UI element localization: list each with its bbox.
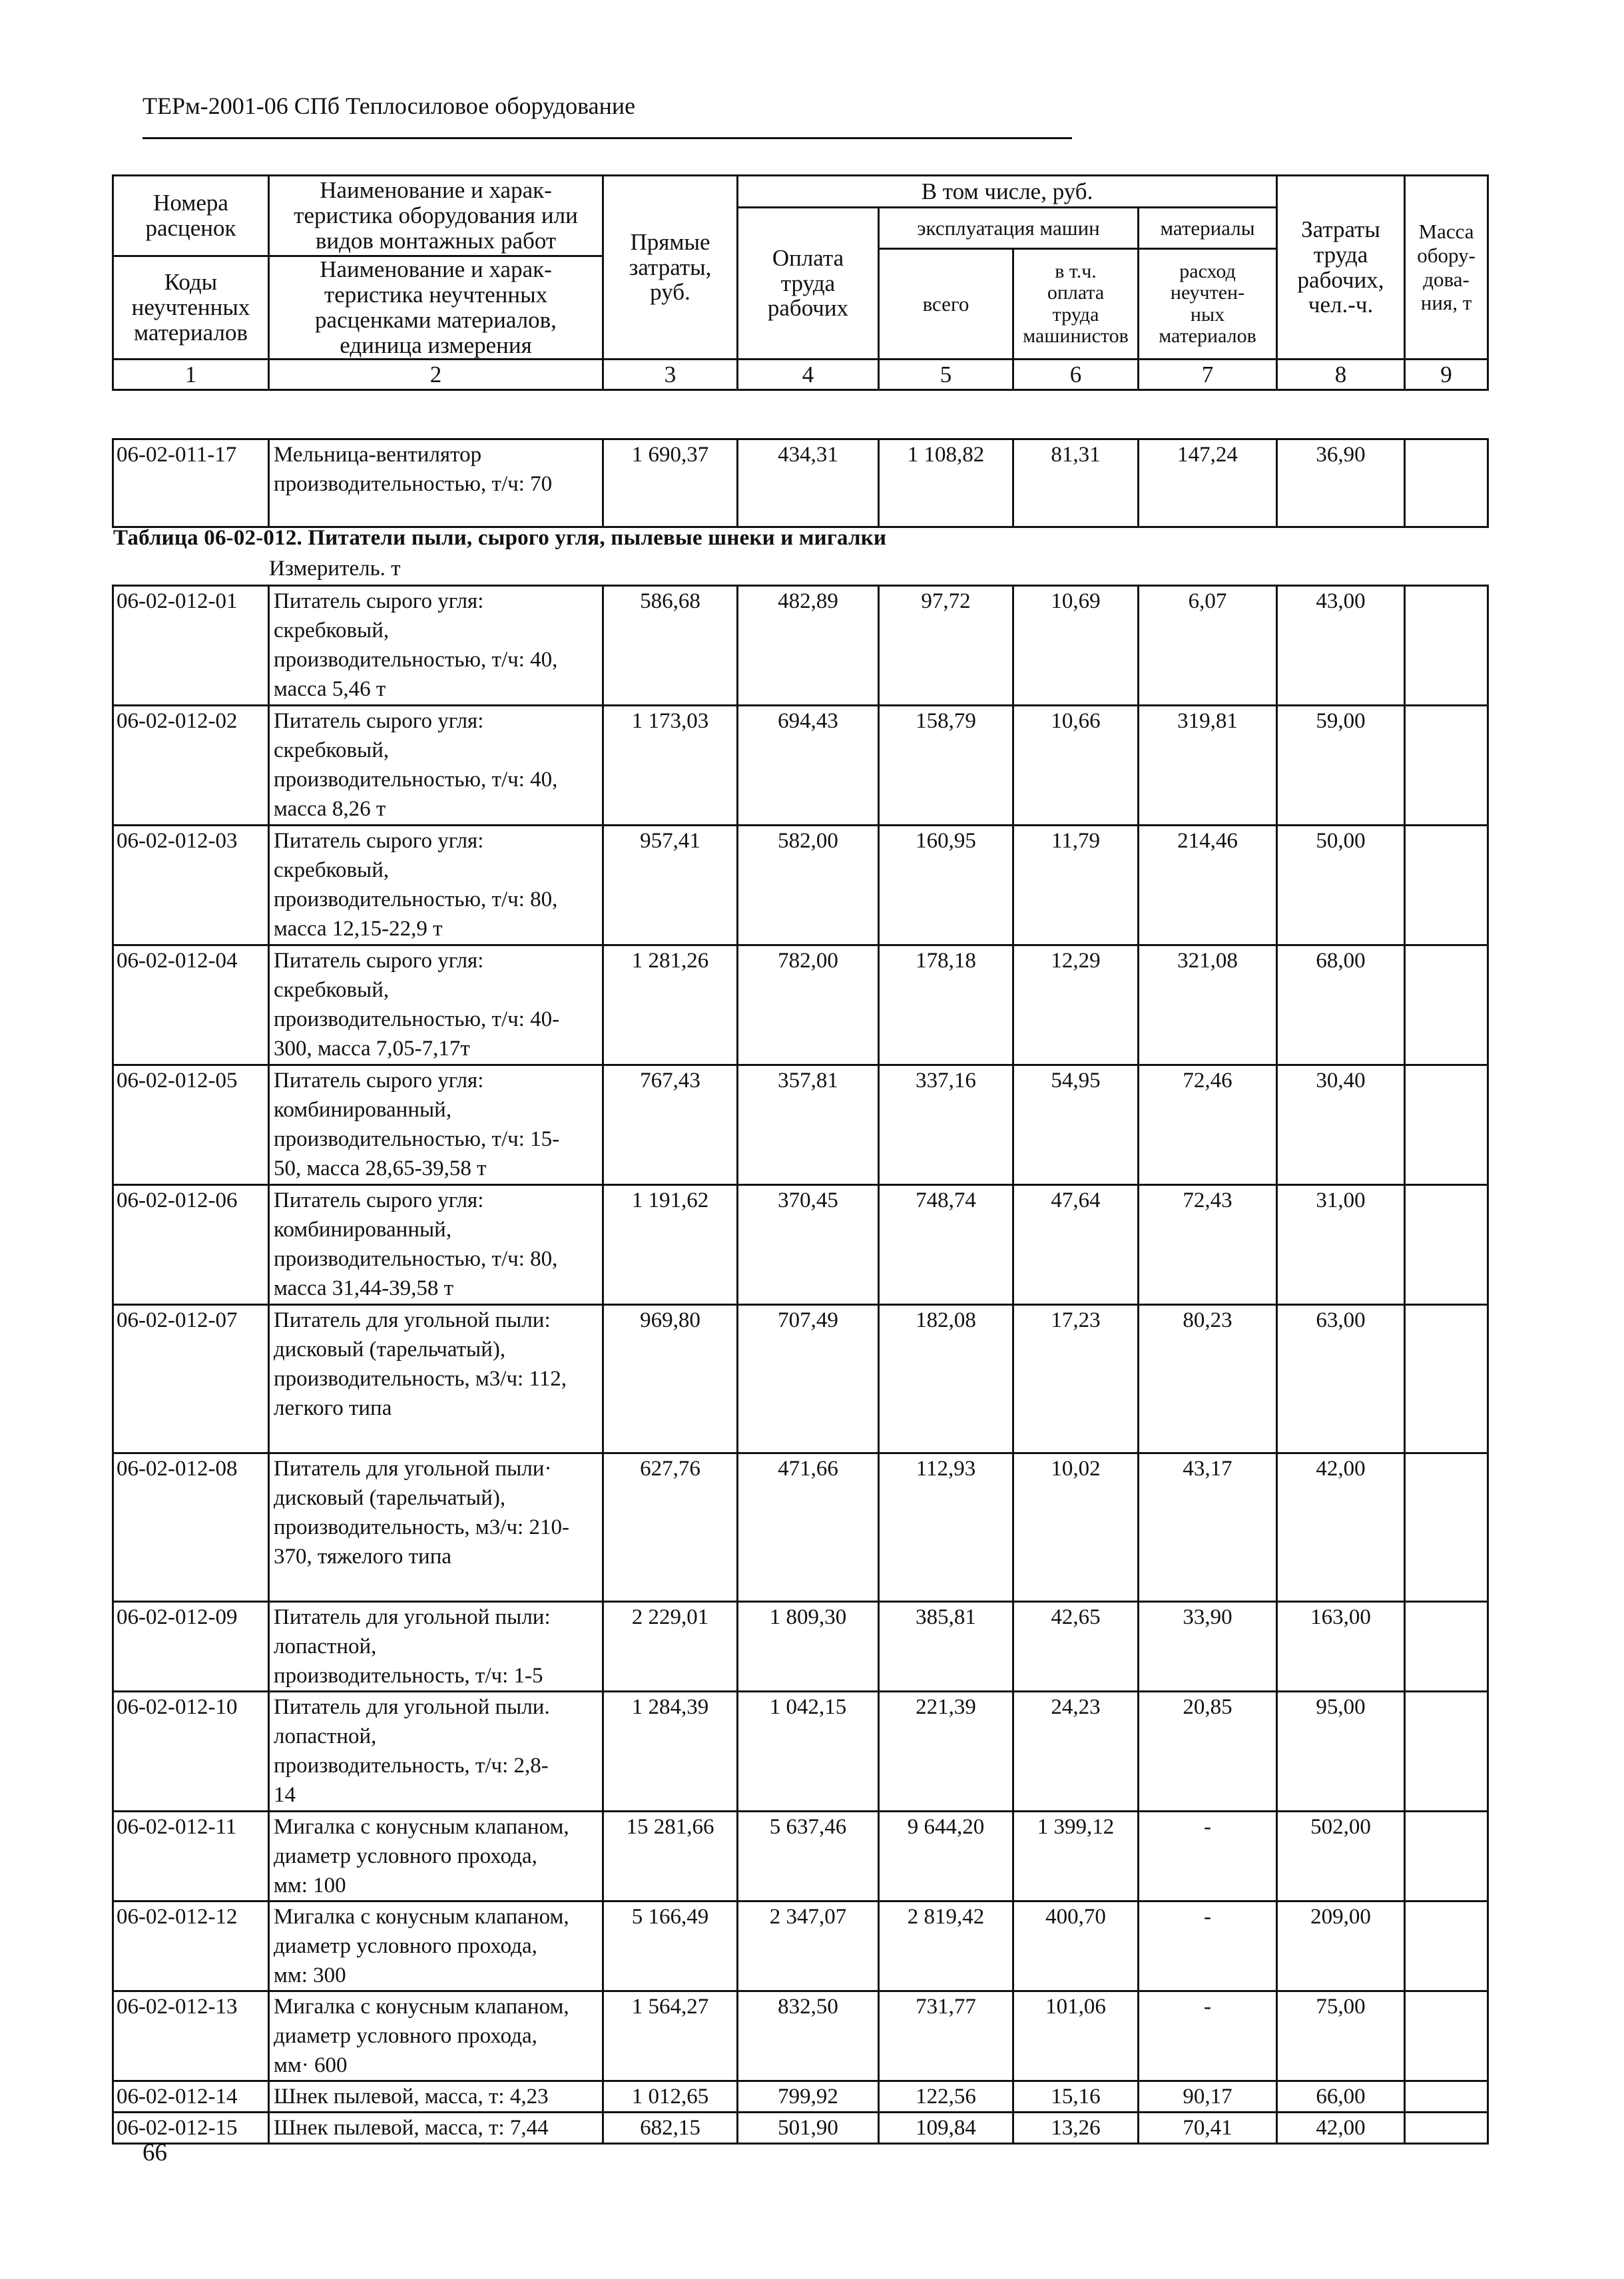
rate-name-line: производительность, м3/ч: 112, — [274, 1367, 567, 1391]
header-mass: Масса обору- дова- ния, т — [1405, 176, 1488, 360]
equipment-mass — [1405, 439, 1488, 527]
rate-name-line: дисковый (тарельчатый), — [274, 1338, 506, 1362]
rate-code: 06-02-012-14 — [113, 2081, 269, 2113]
labor-pay: 799,92 — [738, 2081, 879, 2113]
direct-cost: 627,76 — [603, 1453, 738, 1602]
machines-labor: 24,23 — [1013, 1692, 1139, 1812]
machines-total: 731,77 — [879, 1991, 1013, 2081]
machines-total: 112,93 — [879, 1453, 1013, 1602]
labor-pay: 1 809,30 — [738, 1602, 879, 1692]
machines-labor: 1 399,12 — [1013, 1812, 1139, 1901]
rate-name — [269, 1901, 603, 1991]
rate-name-line: масса 12,15-22,9 т — [274, 917, 443, 941]
labor-hours: 42,00 — [1277, 2113, 1405, 2144]
rate-name-line: Питатель сырого угля: — [274, 1069, 484, 1093]
rate-name — [269, 706, 603, 826]
rate-code: 06-02-012-12 — [113, 1901, 269, 1991]
machines-total: 178,18 — [879, 945, 1013, 1065]
labor-pay: 5 637,46 — [738, 1812, 879, 1901]
rate-code: 06-02-012-10 — [113, 1692, 269, 1812]
labor-hours: 66,00 — [1277, 2081, 1405, 2113]
machines-labor: 54,95 — [1013, 1065, 1139, 1185]
labor-pay: 357,81 — [738, 1065, 879, 1185]
equipment-mass — [1405, 1901, 1488, 1991]
header-direct-costs: Прямые затраты, руб. — [603, 176, 738, 360]
labor-hours: 42,00 — [1277, 1453, 1405, 1602]
header-unaccounted-codes: Коды неучтенных материалов — [131, 269, 250, 346]
rate-code: 06-02-012-11 — [113, 1812, 269, 1901]
rate-code: 06-02-012-15 — [113, 2113, 269, 2144]
machines-labor: 13,26 — [1013, 2113, 1139, 2144]
rate-name — [269, 1812, 603, 1901]
column-number: 4 — [738, 360, 879, 390]
materials-cost: 20,85 — [1139, 1692, 1277, 1812]
rate-name-line: производительностью, т/ч: 40, — [274, 648, 558, 672]
direct-cost: 5 166,49 — [603, 1901, 738, 1991]
machines-labor: 400,70 — [1013, 1901, 1139, 1991]
machines-total: 748,74 — [879, 1185, 1013, 1305]
rate-name — [269, 586, 603, 706]
rate-name-line: лопастной, — [274, 1724, 377, 1748]
rate-code: 06-02-011-17 — [113, 439, 269, 527]
labor-hours: 63,00 — [1277, 1305, 1405, 1453]
labor-hours: 43,00 — [1277, 586, 1405, 706]
rate-name-line: 50, масса 28,65-39,58 т — [274, 1156, 487, 1180]
rate-name-line: дисковый (тарельчатый), — [274, 1486, 506, 1510]
labor-pay: 370,45 — [738, 1185, 879, 1305]
table-row — [113, 1602, 1488, 1692]
materials-cost: 321,08 — [1139, 945, 1277, 1065]
equipment-mass — [1405, 1602, 1488, 1692]
machines-labor: 81,31 — [1013, 439, 1139, 527]
equipment-mass — [1405, 2081, 1488, 2113]
rate-name — [269, 1692, 603, 1812]
labor-pay: 694,43 — [738, 706, 879, 826]
table-row — [113, 1065, 1488, 1185]
previous-table-row — [112, 438, 1489, 528]
rate-name-line: мм: 100 — [274, 1874, 346, 1898]
document-title: ТЕРм-2001-06 СПб Теплосиловое оборудование — [142, 93, 636, 119]
materials-cost: 319,81 — [1139, 706, 1277, 826]
equipment-mass — [1405, 1812, 1488, 1901]
rate-code: 06-02-012-07 — [113, 1305, 269, 1453]
rate-name-line: диаметр условного прохода, — [274, 1934, 537, 1958]
rate-code: 06-02-012-02 — [113, 706, 269, 826]
machines-total: 109,84 — [879, 2113, 1013, 2144]
materials-cost: 33,90 — [1139, 1602, 1277, 1692]
rate-name — [269, 826, 603, 945]
table-row — [113, 2081, 1488, 2113]
direct-cost: 957,41 — [603, 826, 738, 945]
rate-name — [269, 1453, 603, 1602]
machines-total: 97,72 — [879, 586, 1013, 706]
labor-hours: 36,90 — [1277, 439, 1405, 527]
rate-name-line: Питатель сырого угля: — [274, 589, 484, 613]
rate-name-line: 370, тяжелого типа — [274, 1545, 451, 1569]
materials-cost: 72,46 — [1139, 1065, 1277, 1185]
rate-name: Мельница-вентилятор производительностью, т/ч: 70 — [269, 439, 603, 527]
direct-cost: 2 229,01 — [603, 1602, 738, 1692]
column-number: 7 — [1139, 360, 1277, 390]
machines-labor: 42,65 — [1013, 1602, 1139, 1692]
equipment-mass — [1405, 1305, 1488, 1453]
rate-code: 06-02-012-08 — [113, 1453, 269, 1602]
column-number: 6 — [1013, 360, 1139, 390]
equipment-mass — [1405, 945, 1488, 1065]
machines-labor: 11,79 — [1013, 826, 1139, 945]
rate-name-line: Шнек пылевой, масса, т: 7,44 — [274, 2116, 549, 2140]
rate-name-line: Шнек пылевой, масса, т: 4,23 — [274, 2085, 549, 2109]
materials-cost: 43,17 — [1139, 1453, 1277, 1602]
direct-cost: 1 281,26 — [603, 945, 738, 1065]
machines-labor: 15,16 — [1013, 2081, 1139, 2113]
machines-total: 9 644,20 — [879, 1812, 1013, 1901]
column-number: 1 — [113, 360, 269, 390]
table-row — [113, 826, 1488, 945]
rate-name — [269, 1305, 603, 1453]
column-number: 9 — [1405, 360, 1488, 390]
table-row — [113, 1901, 1488, 1991]
rate-code: 06-02-012-06 — [113, 1185, 269, 1305]
rates-table-body — [113, 586, 1488, 2144]
machines-labor: 12,29 — [1013, 945, 1139, 1065]
machines-total: 2 819,42 — [879, 1901, 1013, 1991]
rate-name — [269, 1991, 603, 2081]
header-machines: эксплуатация машин — [879, 208, 1139, 249]
rate-name-line: скребковый, — [274, 738, 390, 762]
table-row — [113, 1453, 1488, 1602]
rate-name — [269, 1065, 603, 1185]
rate-name — [269, 2113, 603, 2144]
labor-hours: 209,00 — [1277, 1901, 1405, 1991]
rate-name-line: Питатель сырого угля: — [274, 709, 484, 733]
direct-cost: 1 012,65 — [603, 2081, 738, 2113]
header-machines-total: всего — [879, 249, 1013, 360]
direct-cost: 767,43 — [603, 1065, 738, 1185]
rate-name-line: масса 31,44-39,58 т — [274, 1276, 454, 1300]
title-underline — [142, 137, 1072, 139]
rate-name-line: Питатель для угольной пыли. — [274, 1695, 550, 1719]
header-machines-operators: в т.ч. оплата труда машинистов — [1013, 249, 1139, 360]
rate-name-line: Мигалка с конусным клапаном, — [274, 1995, 569, 2019]
rate-name-line: скребковый, — [274, 619, 390, 642]
rate-code: 06-02-012-01 — [113, 586, 269, 706]
machines-labor: 17,23 — [1013, 1305, 1139, 1453]
rate-name-line: легкого типа — [274, 1396, 392, 1420]
rate-name-line: 300, масса 7,05-7,17т — [274, 1037, 470, 1061]
labor-hours: 59,00 — [1277, 706, 1405, 826]
equipment-mass — [1405, 1453, 1488, 1602]
direct-cost: 682,15 — [603, 2113, 738, 2144]
labor-hours: 31,00 — [1277, 1185, 1405, 1305]
rate-name-line: производительностью, т/ч: 40- — [274, 1007, 560, 1031]
equipment-mass — [1405, 1991, 1488, 2081]
machines-total: 122,56 — [879, 2081, 1013, 2113]
labor-pay: 782,00 — [738, 945, 879, 1065]
machines-labor: 10,02 — [1013, 1453, 1139, 1602]
materials-cost: - — [1139, 1812, 1277, 1901]
equipment-mass — [1405, 826, 1488, 945]
rate-name-line: Мигалка с конусным клапаном, — [274, 1905, 569, 1929]
header-materials-unaccounted: расход неучтен- ных материалов — [1139, 249, 1277, 360]
equipment-mass — [1405, 1692, 1488, 1812]
rate-name-line: Питатель сырого угля: — [274, 949, 484, 973]
rate-code: 06-02-012-05 — [113, 1065, 269, 1185]
rate-name-line: диаметр условного прохода, — [274, 2024, 537, 2048]
header-labor-pay: Оплата труда рабочих — [738, 208, 879, 360]
materials-cost: 90,17 — [1139, 2081, 1277, 2113]
header-cell-codes — [113, 176, 269, 360]
header-equipment-name: Наименование и харак- теристика оборудования или видов монтажных работ — [294, 177, 578, 254]
rate-name-line: лопастной, — [274, 1635, 377, 1658]
direct-cost: 15 281,66 — [603, 1812, 738, 1901]
column-number: 5 — [879, 360, 1013, 390]
machines-total: 158,79 — [879, 706, 1013, 826]
labor-hours: 163,00 — [1277, 1602, 1405, 1692]
rate-name-line: производительностью, т/ч: 80, — [274, 1247, 558, 1271]
rate-code: 06-02-012-09 — [113, 1602, 269, 1692]
rate-name-line: диаметр условного прохода, — [274, 1844, 537, 1868]
materials-cost: 6,07 — [1139, 586, 1277, 706]
header-labor-cost: Затраты труда рабочих, чел.-ч. — [1277, 176, 1405, 360]
rate-name-line: масса 5,46 т — [274, 677, 386, 701]
table-caption: Таблица 06-02-012. Питатели пыли, сырого угля, пылевые шнеки и мигалки — [113, 526, 887, 550]
table-row — [113, 586, 1488, 706]
table-row — [113, 2113, 1488, 2144]
labor-pay: 1 042,15 — [738, 1692, 879, 1812]
rate-code: 06-02-012-13 — [113, 1991, 269, 2081]
direct-cost: 1 564,27 — [603, 1991, 738, 2081]
labor-hours: 30,40 — [1277, 1065, 1405, 1185]
direct-cost: 1 191,62 — [603, 1185, 738, 1305]
labor-pay: 471,66 — [738, 1453, 879, 1602]
header-materials: материалы — [1139, 208, 1277, 249]
column-numbers-row — [113, 360, 1488, 390]
rate-name-line: мм: 300 — [274, 1963, 346, 1987]
rate-name-line: мм· 600 — [274, 2053, 348, 2077]
labor-hours: 50,00 — [1277, 826, 1405, 945]
machines-labor: 101,06 — [1013, 1991, 1139, 2081]
labor-hours: 95,00 — [1277, 1692, 1405, 1812]
direct-cost: 1 690,37 — [603, 439, 738, 527]
rate-name — [269, 1602, 603, 1692]
column-number: 8 — [1277, 360, 1405, 390]
labor-pay: 582,00 — [738, 826, 879, 945]
machines-total: 385,81 — [879, 1602, 1013, 1692]
rate-name-line: производительностью, т/ч: 80, — [274, 887, 558, 911]
rate-name-line: Питатель для угольной пыли: — [274, 1308, 551, 1332]
labor-hours: 502,00 — [1277, 1812, 1405, 1901]
rate-name-line: производительность, т/ч: 1-5 — [274, 1664, 543, 1688]
materials-cost: - — [1139, 1991, 1277, 2081]
page-number: 66 — [142, 2139, 167, 2166]
rate-name — [269, 2081, 603, 2113]
machines-total: 160,95 — [879, 826, 1013, 945]
rate-name-line: Питатель для угольной пыли: — [274, 1605, 551, 1629]
machines-total: 182,08 — [879, 1305, 1013, 1453]
labor-pay: 2 347,07 — [738, 1901, 879, 1991]
rate-name — [269, 1185, 603, 1305]
equipment-mass — [1405, 586, 1488, 706]
rate-name-line: производительностью, т/ч: 15- — [274, 1127, 560, 1151]
labor-pay: 832,50 — [738, 1991, 879, 2081]
header-cell-names — [269, 176, 603, 360]
equipment-mass — [1405, 1185, 1488, 1305]
rate-name-line: масса 8,26 т — [274, 797, 386, 821]
unit-of-measure: Измеритель. т — [269, 557, 401, 581]
labor-pay: 501,90 — [738, 2113, 879, 2144]
machines-total: 221,39 — [879, 1692, 1013, 1812]
table-row — [113, 439, 1488, 527]
machines-total: 337,16 — [879, 1065, 1013, 1185]
header-including: В том числе, руб. — [738, 176, 1277, 208]
column-number: 3 — [603, 360, 738, 390]
rate-name-line: комбинированный, — [274, 1218, 452, 1242]
machines-labor: 10,69 — [1013, 586, 1139, 706]
labor-pay: 707,49 — [738, 1305, 879, 1453]
machines-labor: 10,66 — [1013, 706, 1139, 826]
rate-name — [269, 945, 603, 1065]
equipment-mass — [1405, 706, 1488, 826]
rate-name-line: скребковый, — [274, 978, 390, 1002]
materials-cost: 147,24 — [1139, 439, 1277, 527]
labor-pay: 482,89 — [738, 586, 879, 706]
labor-pay: 434,31 — [738, 439, 879, 527]
table-row — [113, 706, 1488, 826]
column-header-table — [112, 174, 1489, 391]
direct-cost: 969,80 — [603, 1305, 738, 1453]
materials-cost: 214,46 — [1139, 826, 1277, 945]
direct-cost: 1 173,03 — [603, 706, 738, 826]
header-rate-numbers: Номера расценок — [145, 190, 236, 241]
rate-name-line: скребковый, — [274, 858, 390, 882]
rate-name-line: Питатель для угольной пыли· — [274, 1457, 552, 1481]
rate-name-line: Питатель сырого угля: — [274, 1188, 484, 1212]
rate-code: 06-02-012-04 — [113, 945, 269, 1065]
table-row — [113, 1185, 1488, 1305]
labor-hours: 68,00 — [1277, 945, 1405, 1065]
direct-cost: 1 284,39 — [603, 1692, 738, 1812]
rate-name-line: 14 — [274, 1783, 296, 1807]
machines-total: 1 108,82 — [879, 439, 1013, 527]
rate-name-line: Питатель сырого угля: — [274, 829, 484, 853]
materials-cost: 80,23 — [1139, 1305, 1277, 1453]
rate-name-line: производительность, м3/ч: 210- — [274, 1515, 569, 1539]
table-row — [113, 1812, 1488, 1901]
rate-name-line: Мигалка с конусным клапаном, — [274, 1815, 569, 1839]
rate-name-line: производительность, т/ч: 2,8- — [274, 1754, 549, 1778]
equipment-mass — [1405, 2113, 1488, 2144]
table-row — [113, 1305, 1488, 1453]
materials-cost: 72,43 — [1139, 1185, 1277, 1305]
rates-table — [112, 585, 1489, 2145]
materials-cost: - — [1139, 1901, 1277, 1991]
table-row — [113, 945, 1488, 1065]
column-number: 2 — [269, 360, 603, 390]
machines-labor: 47,64 — [1013, 1185, 1139, 1305]
materials-cost: 70,41 — [1139, 2113, 1277, 2144]
table-row — [113, 1692, 1488, 1812]
equipment-mass — [1405, 1065, 1488, 1185]
rate-name-line: комбинированный, — [274, 1098, 452, 1122]
rate-code: 06-02-012-03 — [113, 826, 269, 945]
labor-hours: 75,00 — [1277, 1991, 1405, 2081]
direct-cost: 586,68 — [603, 586, 738, 706]
table-row — [113, 1991, 1488, 2081]
header-materials-name: Наименование и харак- теристика неучтенных расценками материалов, единица измерения — [315, 256, 557, 358]
rate-name-line: производительностью, т/ч: 40, — [274, 768, 558, 792]
